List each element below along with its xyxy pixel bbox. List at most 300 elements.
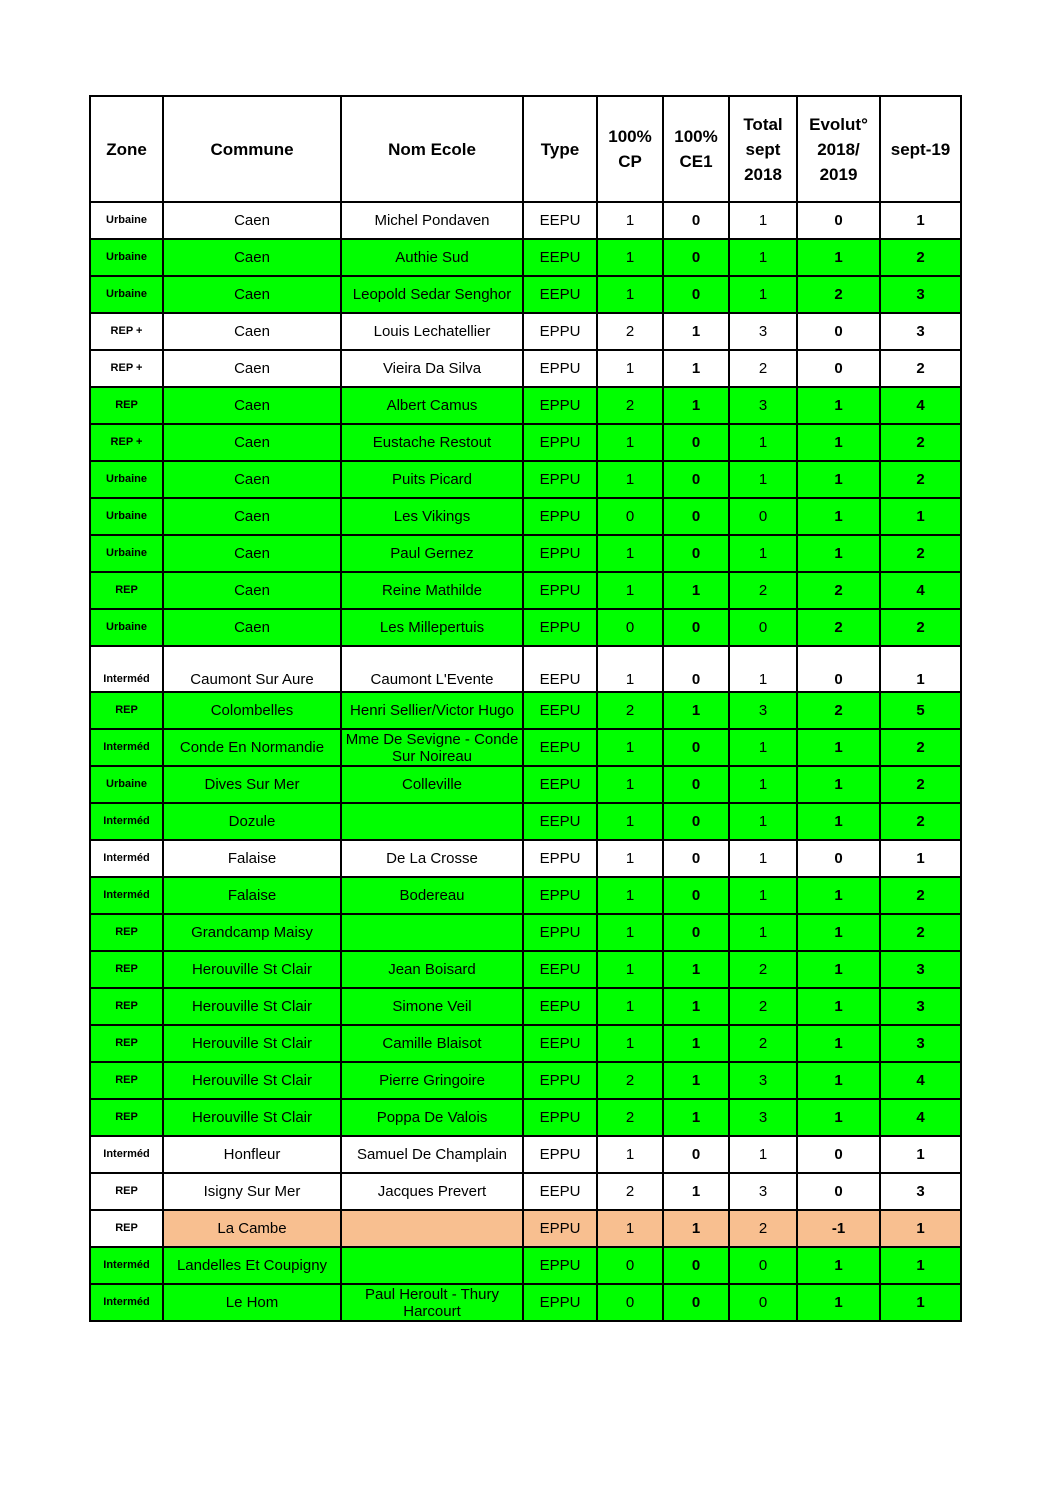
cell-100-cp: 1	[597, 239, 663, 276]
cell-commune: Caen	[163, 498, 341, 535]
table-row	[90, 1136, 961, 1173]
header-sept-19: sept-19	[880, 96, 961, 202]
cell-evolution: 0	[797, 1173, 880, 1210]
cell-commune: Conde En Normandie	[163, 729, 341, 766]
cell-total-sept-2018: 1	[729, 729, 797, 766]
table-row	[90, 766, 961, 803]
cell-total-sept-2018: 1	[729, 202, 797, 239]
cell-nom-ecole: Colleville	[341, 766, 523, 803]
cell-nom-ecole: Poppa De Valois	[341, 1099, 523, 1136]
table-row	[90, 572, 961, 609]
cell-100-ce1: 0	[663, 498, 729, 535]
cell-total-sept-2018: 3	[729, 1173, 797, 1210]
cell-sept-19: 1	[880, 1284, 961, 1321]
cell-sept-19: 1	[880, 1247, 961, 1284]
cell-100-cp: 1	[597, 766, 663, 803]
cell-evolution: 0	[797, 646, 880, 692]
table-row	[90, 276, 961, 313]
table-row	[90, 988, 961, 1025]
cell-100-ce1: 0	[663, 877, 729, 914]
cell-zone: Interméd	[90, 877, 163, 914]
cell-nom-ecole: De La Crosse	[341, 840, 523, 877]
cell-commune: Herouville St Clair	[163, 1025, 341, 1062]
cell-sept-19: 3	[880, 951, 961, 988]
cell-100-ce1: 0	[663, 535, 729, 572]
cell-100-cp: 1	[597, 424, 663, 461]
cell-type: EEPU	[523, 803, 597, 840]
table-row	[90, 387, 961, 424]
table-row	[90, 498, 961, 535]
cell-commune: Caen	[163, 387, 341, 424]
cell-zone: Urbaine	[90, 276, 163, 313]
table-row	[90, 1025, 961, 1062]
header-total-sept-2018: Total sept 2018	[729, 96, 797, 202]
cell-type: EPPU	[523, 609, 597, 646]
cell-evolution: 2	[797, 692, 880, 729]
cell-commune: Caen	[163, 535, 341, 572]
cell-zone: Urbaine	[90, 766, 163, 803]
cell-total-sept-2018: 1	[729, 840, 797, 877]
cell-100-cp: 1	[597, 202, 663, 239]
cell-evolution: 1	[797, 424, 880, 461]
cell-100-cp: 0	[597, 609, 663, 646]
table-row	[90, 350, 961, 387]
cell-sept-19: 2	[880, 424, 961, 461]
cell-total-sept-2018: 1	[729, 535, 797, 572]
cell-type: EPPU	[523, 498, 597, 535]
cell-sept-19: 1	[880, 1136, 961, 1173]
cell-zone: Interméd	[90, 1247, 163, 1284]
cell-type: EPPU	[523, 1136, 597, 1173]
cell-zone: REP	[90, 1173, 163, 1210]
cell-sept-19: 2	[880, 914, 961, 951]
cell-sept-19: 5	[880, 692, 961, 729]
cell-100-cp: 1	[597, 461, 663, 498]
cell-commune: Caen	[163, 239, 341, 276]
cell-100-ce1: 1	[663, 1173, 729, 1210]
cell-100-ce1: 0	[663, 276, 729, 313]
cell-total-sept-2018: 1	[729, 239, 797, 276]
cell-total-sept-2018: 1	[729, 1136, 797, 1173]
cell-sept-19: 2	[880, 350, 961, 387]
cell-evolution: 1	[797, 1247, 880, 1284]
cell-type: EPPU	[523, 572, 597, 609]
cell-sept-19: 3	[880, 988, 961, 1025]
cell-nom-ecole: Simone Veil	[341, 988, 523, 1025]
cell-evolution: 1	[797, 729, 880, 766]
table-row	[90, 1099, 961, 1136]
table-row	[90, 424, 961, 461]
cell-commune: Herouville St Clair	[163, 951, 341, 988]
table-row	[90, 313, 961, 350]
table-row	[90, 239, 961, 276]
cell-evolution: 2	[797, 276, 880, 313]
cell-zone: Urbaine	[90, 202, 163, 239]
cell-100-ce1: 1	[663, 572, 729, 609]
cell-sept-19: 1	[880, 840, 961, 877]
cell-commune: Caen	[163, 276, 341, 313]
cell-zone: REP	[90, 914, 163, 951]
cell-total-sept-2018: 0	[729, 498, 797, 535]
cell-total-sept-2018: 1	[729, 803, 797, 840]
cell-100-cp: 0	[597, 1284, 663, 1321]
cell-sept-19: 3	[880, 1173, 961, 1210]
cell-commune: Herouville St Clair	[163, 1062, 341, 1099]
table-row	[90, 646, 961, 692]
cell-100-cp: 1	[597, 276, 663, 313]
cell-sept-19: 2	[880, 609, 961, 646]
table-row	[90, 951, 961, 988]
cell-100-ce1: 0	[663, 646, 729, 692]
cell-total-sept-2018: 2	[729, 350, 797, 387]
cell-total-sept-2018: 0	[729, 1284, 797, 1321]
cell-commune: Caen	[163, 350, 341, 387]
cell-100-ce1: 0	[663, 840, 729, 877]
table-row	[90, 461, 961, 498]
cell-evolution: 0	[797, 1136, 880, 1173]
table-row	[90, 535, 961, 572]
cell-type: EPPU	[523, 877, 597, 914]
cell-zone: Interméd	[90, 1136, 163, 1173]
cell-100-ce1: 0	[663, 914, 729, 951]
cell-commune: Dives Sur Mer	[163, 766, 341, 803]
cell-type: EEPU	[523, 988, 597, 1025]
cell-type: EPPU	[523, 1247, 597, 1284]
cell-zone: REP	[90, 1025, 163, 1062]
cell-zone: REP	[90, 692, 163, 729]
table-row	[90, 1062, 961, 1099]
cell-nom-ecole: Paul Gernez	[341, 535, 523, 572]
cell-zone: REP +	[90, 313, 163, 350]
cell-sept-19: 2	[880, 766, 961, 803]
cell-sept-19: 4	[880, 387, 961, 424]
cell-evolution: 1	[797, 803, 880, 840]
cell-evolution: 2	[797, 572, 880, 609]
cell-nom-ecole: Albert Camus	[341, 387, 523, 424]
cell-type: EPPU	[523, 914, 597, 951]
cell-type: EPPU	[523, 313, 597, 350]
cell-nom-ecole: Michel Pondaven	[341, 202, 523, 239]
cell-commune: La Cambe	[163, 1210, 341, 1247]
cell-total-sept-2018: 2	[729, 1210, 797, 1247]
cell-sept-19: 1	[880, 202, 961, 239]
cell-100-cp: 1	[597, 951, 663, 988]
school-staffing-table	[89, 95, 962, 1322]
cell-zone: Interméd	[90, 803, 163, 840]
cell-sept-19: 1	[880, 646, 961, 692]
cell-total-sept-2018: 0	[729, 609, 797, 646]
cell-total-sept-2018: 0	[729, 1247, 797, 1284]
cell-commune: Isigny Sur Mer	[163, 1173, 341, 1210]
cell-nom-ecole: Jean Boisard	[341, 951, 523, 988]
cell-evolution: 0	[797, 350, 880, 387]
cell-evolution: 1	[797, 1025, 880, 1062]
cell-evolution: 0	[797, 313, 880, 350]
cell-nom-ecole: Camille Blaisot	[341, 1025, 523, 1062]
table-row	[90, 609, 961, 646]
cell-100-cp: 1	[597, 803, 663, 840]
cell-nom-ecole	[341, 1247, 523, 1284]
cell-type: EPPU	[523, 424, 597, 461]
cell-type: EPPU	[523, 1062, 597, 1099]
cell-100-cp: 2	[597, 1173, 663, 1210]
cell-100-cp: 2	[597, 1062, 663, 1099]
cell-zone: Interméd	[90, 840, 163, 877]
cell-type: EPPU	[523, 1284, 597, 1321]
cell-100-ce1: 1	[663, 951, 729, 988]
cell-total-sept-2018: 3	[729, 1099, 797, 1136]
cell-100-ce1: 0	[663, 766, 729, 803]
cell-100-cp: 2	[597, 387, 663, 424]
cell-100-cp: 1	[597, 646, 663, 692]
cell-zone: REP	[90, 1210, 163, 1247]
cell-100-cp: 1	[597, 1136, 663, 1173]
cell-100-ce1: 1	[663, 1210, 729, 1247]
cell-nom-ecole: Les Vikings	[341, 498, 523, 535]
cell-type: EEPU	[523, 276, 597, 313]
cell-sept-19: 2	[880, 239, 961, 276]
cell-nom-ecole: Louis Lechatellier	[341, 313, 523, 350]
table-row	[90, 1173, 961, 1210]
cell-type: EPPU	[523, 535, 597, 572]
cell-nom-ecole	[341, 803, 523, 840]
cell-100-cp: 1	[597, 877, 663, 914]
cell-100-ce1: 1	[663, 988, 729, 1025]
cell-evolution: 1	[797, 877, 880, 914]
cell-evolution: 1	[797, 988, 880, 1025]
cell-commune: Falaise	[163, 840, 341, 877]
cell-type: EEPU	[523, 729, 597, 766]
cell-evolution: 1	[797, 1099, 880, 1136]
header-evolution-2018-2019: Evolut° 2018/ 2019	[797, 96, 880, 202]
cell-commune: Herouville St Clair	[163, 1099, 341, 1136]
cell-evolution: 1	[797, 387, 880, 424]
cell-commune: Caen	[163, 609, 341, 646]
cell-zone: REP	[90, 1099, 163, 1136]
cell-commune: Caen	[163, 572, 341, 609]
table-row	[90, 1247, 961, 1284]
cell-total-sept-2018: 3	[729, 313, 797, 350]
cell-commune: Honfleur	[163, 1136, 341, 1173]
cell-zone: Interméd	[90, 1284, 163, 1321]
cell-commune: Grandcamp Maisy	[163, 914, 341, 951]
cell-evolution: 1	[797, 239, 880, 276]
cell-zone: Interméd	[90, 729, 163, 766]
cell-type: EPPU	[523, 350, 597, 387]
cell-sept-19: 4	[880, 572, 961, 609]
cell-total-sept-2018: 1	[729, 914, 797, 951]
cell-commune: Colombelles	[163, 692, 341, 729]
cell-sept-19: 2	[880, 877, 961, 914]
cell-total-sept-2018: 3	[729, 1062, 797, 1099]
cell-type: EEPU	[523, 951, 597, 988]
cell-zone: Urbaine	[90, 498, 163, 535]
cell-zone: Urbaine	[90, 461, 163, 498]
cell-100-cp: 1	[597, 350, 663, 387]
table-row	[90, 877, 961, 914]
cell-commune: Caen	[163, 202, 341, 239]
cell-zone: Urbaine	[90, 239, 163, 276]
cell-sept-19: 2	[880, 729, 961, 766]
cell-zone: REP	[90, 387, 163, 424]
cell-type: EEPU	[523, 646, 597, 692]
cell-100-cp: 0	[597, 498, 663, 535]
cell-total-sept-2018: 1	[729, 646, 797, 692]
cell-commune: Dozule	[163, 803, 341, 840]
cell-type: EPPU	[523, 387, 597, 424]
header-type: Type	[523, 96, 597, 202]
cell-type: EEPU	[523, 1025, 597, 1062]
cell-100-ce1: 1	[663, 1099, 729, 1136]
cell-100-cp: 2	[597, 313, 663, 350]
cell-zone: Urbaine	[90, 535, 163, 572]
cell-commune: Caumont Sur Aure	[163, 646, 341, 692]
cell-total-sept-2018: 2	[729, 1025, 797, 1062]
cell-100-ce1: 1	[663, 692, 729, 729]
header-zone: Zone	[90, 96, 163, 202]
cell-total-sept-2018: 3	[729, 387, 797, 424]
cell-sept-19: 3	[880, 276, 961, 313]
cell-100-cp: 0	[597, 1247, 663, 1284]
cell-commune: Le Hom	[163, 1284, 341, 1321]
cell-evolution: 1	[797, 766, 880, 803]
cell-zone: Interméd	[90, 646, 163, 692]
cell-sept-19: 2	[880, 535, 961, 572]
cell-nom-ecole: Authie Sud	[341, 239, 523, 276]
cell-100-ce1: 0	[663, 202, 729, 239]
cell-100-ce1: 1	[663, 1062, 729, 1099]
cell-commune: Caen	[163, 313, 341, 350]
cell-100-cp: 1	[597, 572, 663, 609]
table-row	[90, 1210, 961, 1247]
header-nom-ecole: Nom Ecole	[341, 96, 523, 202]
cell-zone: REP	[90, 572, 163, 609]
table-row	[90, 1284, 961, 1321]
cell-type: EEPU	[523, 202, 597, 239]
cell-100-ce1: 1	[663, 313, 729, 350]
cell-nom-ecole: Samuel De Champlain	[341, 1136, 523, 1173]
cell-sept-19: 3	[880, 1025, 961, 1062]
cell-nom-ecole	[341, 914, 523, 951]
cell-zone: REP	[90, 1062, 163, 1099]
cell-total-sept-2018: 1	[729, 276, 797, 313]
cell-100-ce1: 0	[663, 1247, 729, 1284]
cell-type: EPPU	[523, 1099, 597, 1136]
cell-100-cp: 2	[597, 692, 663, 729]
cell-sept-19: 3	[880, 313, 961, 350]
cell-nom-ecole: Les Millepertuis	[341, 609, 523, 646]
cell-nom-ecole: Caumont L'Evente	[341, 646, 523, 692]
cell-sept-19: 2	[880, 461, 961, 498]
cell-evolution: 0	[797, 202, 880, 239]
cell-100-cp: 1	[597, 914, 663, 951]
cell-evolution: 1	[797, 951, 880, 988]
cell-100-ce1: 0	[663, 803, 729, 840]
cell-commune: Caen	[163, 424, 341, 461]
cell-nom-ecole: Vieira Da Silva	[341, 350, 523, 387]
cell-total-sept-2018: 2	[729, 572, 797, 609]
cell-evolution: 1	[797, 461, 880, 498]
cell-type: EEPU	[523, 766, 597, 803]
cell-type: EEPU	[523, 1173, 597, 1210]
cell-100-ce1: 1	[663, 387, 729, 424]
cell-total-sept-2018: 1	[729, 461, 797, 498]
cell-100-cp: 1	[597, 840, 663, 877]
cell-nom-ecole: Reine Mathilde	[341, 572, 523, 609]
cell-total-sept-2018: 1	[729, 766, 797, 803]
cell-100-ce1: 0	[663, 729, 729, 766]
cell-100-ce1: 1	[663, 350, 729, 387]
header-row	[90, 96, 961, 202]
cell-evolution: 1	[797, 535, 880, 572]
cell-type: EPPU	[523, 1210, 597, 1247]
cell-type: EEPU	[523, 692, 597, 729]
cell-evolution: 1	[797, 914, 880, 951]
cell-type: EPPU	[523, 461, 597, 498]
cell-100-ce1: 1	[663, 1025, 729, 1062]
cell-total-sept-2018: 2	[729, 951, 797, 988]
cell-100-ce1: 0	[663, 239, 729, 276]
cell-commune: Falaise	[163, 877, 341, 914]
cell-nom-ecole	[341, 1210, 523, 1247]
table-row	[90, 840, 961, 877]
cell-type: EPPU	[523, 840, 597, 877]
cell-evolution: 2	[797, 609, 880, 646]
cell-zone: REP +	[90, 350, 163, 387]
cell-evolution: 1	[797, 1062, 880, 1099]
cell-100-ce1: 0	[663, 424, 729, 461]
cell-100-ce1: 0	[663, 609, 729, 646]
cell-zone: REP	[90, 951, 163, 988]
cell-sept-19: 2	[880, 803, 961, 840]
cell-commune: Caen	[163, 461, 341, 498]
table-row	[90, 729, 961, 766]
cell-evolution: -1	[797, 1210, 880, 1247]
cell-nom-ecole: Jacques Prevert	[341, 1173, 523, 1210]
cell-100-ce1: 0	[663, 461, 729, 498]
table-row	[90, 692, 961, 729]
cell-100-cp: 1	[597, 988, 663, 1025]
cell-100-cp: 2	[597, 1099, 663, 1136]
cell-sept-19: 4	[880, 1062, 961, 1099]
cell-100-cp: 1	[597, 1210, 663, 1247]
cell-100-ce1: 0	[663, 1284, 729, 1321]
cell-nom-ecole: Bodereau	[341, 877, 523, 914]
table-row	[90, 914, 961, 951]
cell-total-sept-2018: 1	[729, 424, 797, 461]
cell-zone: REP +	[90, 424, 163, 461]
table-row	[90, 202, 961, 239]
cell-type: EEPU	[523, 239, 597, 276]
cell-evolution: 1	[797, 498, 880, 535]
cell-total-sept-2018: 3	[729, 692, 797, 729]
cell-sept-19: 1	[880, 498, 961, 535]
cell-commune: Herouville St Clair	[163, 988, 341, 1025]
cell-total-sept-2018: 2	[729, 988, 797, 1025]
table-row	[90, 803, 961, 840]
cell-zone: Urbaine	[90, 609, 163, 646]
cell-nom-ecole: Puits Picard	[341, 461, 523, 498]
cell-nom-ecole: Mme De Sevigne - Conde Sur Noireau	[341, 729, 523, 766]
cell-sept-19: 1	[880, 1210, 961, 1247]
cell-nom-ecole: Pierre Gringoire	[341, 1062, 523, 1099]
cell-evolution: 1	[797, 1284, 880, 1321]
header-100-ce1: 100% CE1	[663, 96, 729, 202]
cell-evolution: 0	[797, 840, 880, 877]
cell-sept-19: 4	[880, 1099, 961, 1136]
cell-nom-ecole: Paul Heroult - Thury Harcourt	[341, 1284, 523, 1321]
cell-zone: REP	[90, 988, 163, 1025]
